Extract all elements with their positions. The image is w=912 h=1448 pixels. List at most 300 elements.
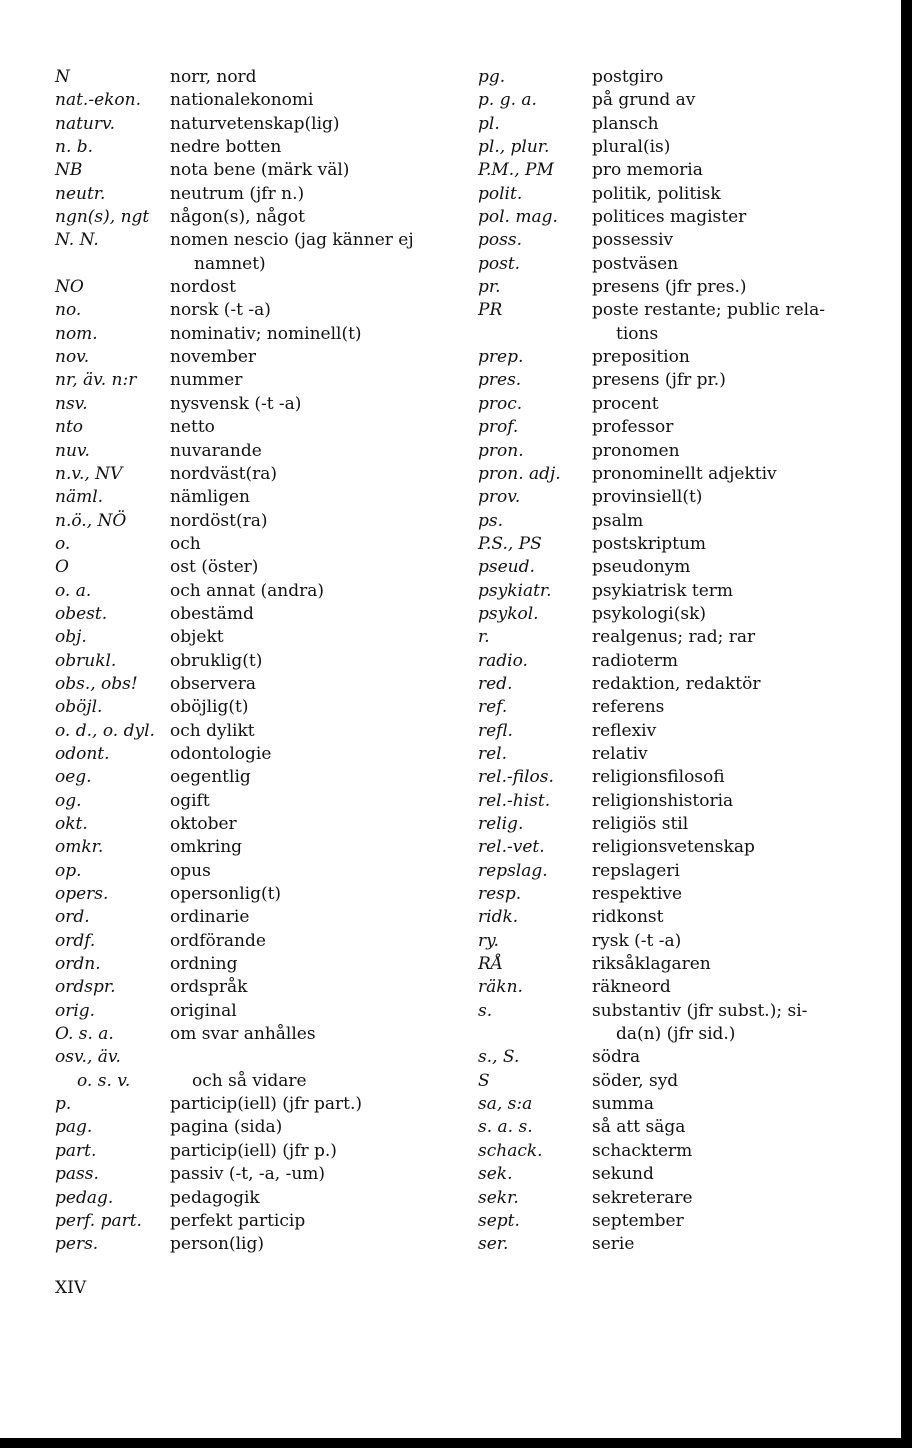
dictionary-entry xyxy=(55,1140,435,1163)
entry-abbreviation: prof. xyxy=(478,417,519,438)
entry-abbreviation: radio. xyxy=(478,650,528,671)
entry-abbreviation: NO xyxy=(55,277,84,298)
entry-abbreviation: ref. xyxy=(478,697,508,718)
entry-definition xyxy=(170,1210,435,1233)
entry-abbreviation: pron. xyxy=(478,440,524,461)
entry-definition-text: och xyxy=(170,533,201,554)
entry-definition xyxy=(592,533,858,556)
dictionary-entry xyxy=(478,930,858,953)
entry-definition-text: religionsfilosofi xyxy=(592,767,725,788)
dictionary-entry xyxy=(478,976,858,999)
entry-definition xyxy=(170,626,435,649)
entry-definition xyxy=(592,346,858,369)
entry-abbreviation: NB xyxy=(55,160,83,181)
entry-definition xyxy=(592,229,858,252)
dictionary-entry xyxy=(478,206,858,229)
entry-abbreviation: p. g. a. xyxy=(478,90,537,111)
entry-definition-text: possessiv xyxy=(592,230,674,251)
entry-definition-text: obestämd xyxy=(170,603,254,624)
entry-definition xyxy=(592,1046,858,1069)
entry-abbreviation: pl., plur. xyxy=(478,137,550,158)
entry-definition-text: postskriptum xyxy=(592,533,707,554)
dictionary-entry xyxy=(55,533,435,556)
right-column xyxy=(478,66,858,1257)
entry-abbreviation: rel.-filos. xyxy=(478,767,554,788)
entry-definition xyxy=(170,1140,435,1163)
entry-abbreviation: orig. xyxy=(55,1000,96,1021)
dictionary-entry xyxy=(478,299,858,346)
entry-definition-text: passiv (-t, -a, -um) xyxy=(170,1164,326,1185)
dictionary-entry xyxy=(55,766,435,789)
entry-abbreviation: o. xyxy=(55,533,71,554)
entry-definition xyxy=(170,463,435,486)
entry-definition-text: pseudonym xyxy=(592,557,691,578)
entry-abbreviation: odont. xyxy=(55,743,110,764)
dictionary-entry xyxy=(55,556,435,579)
entry-definition xyxy=(592,720,858,743)
entry-definition-text: omkring xyxy=(170,837,243,858)
entry-abbreviation: n.v., NV xyxy=(55,463,123,484)
entry-definition-text: nordost xyxy=(170,277,236,298)
entry-definition-text: söder, syd xyxy=(592,1070,679,1091)
entry-definition xyxy=(170,369,435,392)
entry-abbreviation: pass. xyxy=(55,1164,99,1185)
entry-definition-text: objekt xyxy=(170,627,224,648)
entry-definition-text: plansch xyxy=(592,113,659,134)
entry-abbreviation: PR xyxy=(478,300,503,321)
entry-definition-text: presens (jfr pres.) xyxy=(592,277,747,298)
entry-definition xyxy=(592,416,858,439)
entry-definition xyxy=(592,369,858,392)
entry-abbreviation: psykol. xyxy=(478,603,539,624)
entry-definition-text: opus xyxy=(170,860,211,881)
entry-abbreviation: neutr. xyxy=(55,183,106,204)
entry-definition-text: ordförande xyxy=(170,930,266,951)
entry-definition xyxy=(170,136,435,159)
entry-definition xyxy=(592,463,858,486)
entry-definition-text: psalm xyxy=(592,510,644,531)
entry-abbreviation: sekr. xyxy=(478,1187,519,1208)
entry-definition xyxy=(170,1233,435,1256)
entry-definition xyxy=(592,1233,858,1256)
dictionary-entry xyxy=(478,860,858,883)
dictionary-entry xyxy=(55,883,435,906)
dictionary-entry xyxy=(55,720,435,743)
dictionary-entry xyxy=(55,1187,435,1210)
entry-definition-text: observera xyxy=(170,673,256,694)
entry-abbreviation: nr, äv. n:r xyxy=(55,370,137,391)
entry-abbreviation: ridk. xyxy=(478,907,519,928)
entry-definition-text: netto xyxy=(170,417,215,438)
entry-definition-text: sekund xyxy=(592,1164,654,1185)
entry-definition-text: ordning xyxy=(170,954,238,975)
entry-definition-text: religionshistoria xyxy=(592,790,734,811)
entry-definition xyxy=(592,790,858,813)
entry-definition-text: poste restante; public rela- xyxy=(592,300,826,321)
entry-definition xyxy=(170,206,435,229)
entry-abbreviation: post. xyxy=(478,253,521,274)
entry-definition-text: politik, politisk xyxy=(592,183,721,204)
dictionary-entry xyxy=(478,1116,858,1139)
entry-abbreviation: N. N. xyxy=(55,230,99,251)
dictionary-entry xyxy=(478,113,858,136)
entry-definition xyxy=(592,976,858,999)
entry-definition xyxy=(592,696,858,719)
dictionary-entry xyxy=(55,906,435,929)
entry-abbreviation: perf. part. xyxy=(55,1210,142,1231)
entry-definition-text: reflexiv xyxy=(592,720,657,741)
entry-definition-text: ordspråk xyxy=(170,977,248,998)
dictionary-entry xyxy=(478,673,858,696)
dictionary-entry xyxy=(478,1233,858,1256)
entry-definition xyxy=(170,440,435,463)
entry-abbreviation: ry. xyxy=(478,930,499,951)
dictionary-entry xyxy=(478,790,858,813)
entry-abbreviation: pg. xyxy=(478,67,506,87)
dictionary-entry xyxy=(478,346,858,369)
entry-abbreviation: s., S. xyxy=(478,1047,520,1068)
entry-definition-text: respektive xyxy=(592,884,683,905)
entry-abbreviation: n. b. xyxy=(55,137,94,158)
entry-definition-text: particip(iell) (jfr part.) xyxy=(170,1094,363,1115)
entry-abbreviation: N xyxy=(55,67,70,87)
entry-abbreviation: obrukl. xyxy=(55,650,117,671)
entry-definition-text: och annat (andra) xyxy=(170,580,325,601)
entry-abbreviation: obj. xyxy=(55,627,87,648)
entry-definition xyxy=(592,580,858,603)
entry-definition xyxy=(592,206,858,229)
dictionary-entry xyxy=(478,463,858,486)
entry-definition xyxy=(170,1046,435,1069)
entry-abbreviation: op. xyxy=(55,860,82,881)
entry-definition xyxy=(170,580,435,603)
dictionary-entry xyxy=(478,1070,858,1093)
entry-definition xyxy=(170,533,435,556)
entry-abbreviation: RÅ xyxy=(478,954,504,975)
entry-abbreviation: prov. xyxy=(478,487,521,508)
entry-abbreviation: pedag. xyxy=(55,1187,114,1208)
entry-abbreviation: omkr. xyxy=(55,837,104,858)
entry-abbreviation: oeg. xyxy=(55,767,92,788)
entry-definition xyxy=(170,673,435,696)
entry-definition-text: relativ xyxy=(592,743,648,764)
entry-definition xyxy=(170,743,435,766)
entry-definition-text: substantiv (jfr subst.); si- xyxy=(592,1000,808,1021)
dictionary-entry xyxy=(478,229,858,252)
entry-definition-text: referens xyxy=(592,697,665,718)
dictionary-entry xyxy=(478,556,858,579)
entry-definition-text: original xyxy=(170,1000,237,1021)
entry-definition-text: realgenus; rad; rar xyxy=(592,627,756,648)
entry-definition-text: obruklig(t) xyxy=(170,650,263,671)
entry-definition xyxy=(170,860,435,883)
entry-definition xyxy=(592,906,858,929)
entry-definition xyxy=(592,299,858,346)
entry-definition xyxy=(592,1163,858,1186)
entry-definition xyxy=(170,720,435,743)
entry-definition-text: perfekt particip xyxy=(170,1210,306,1231)
entry-definition xyxy=(592,1210,858,1233)
entry-abbreviation: nov. xyxy=(55,347,90,368)
dictionary-entry xyxy=(55,510,435,533)
entry-definition-text: politices magister xyxy=(592,207,747,228)
entry-definition-text: ost (öster) xyxy=(170,557,259,578)
entry-definition-text: nota bene (märk väl) xyxy=(170,160,350,181)
entry-abbreviation: P.M., PM xyxy=(478,160,554,181)
entry-definition xyxy=(170,813,435,836)
entry-definition xyxy=(592,1000,858,1047)
dictionary-entry xyxy=(55,696,435,719)
entry-definition xyxy=(592,883,858,906)
entry-abbreviation: sa, s:a xyxy=(478,1094,533,1115)
entry-definition xyxy=(170,229,435,276)
dictionary-entry xyxy=(55,1070,435,1093)
entry-abbreviation: näml. xyxy=(55,487,104,508)
entry-definition xyxy=(592,393,858,416)
entry-abbreviation: n.ö., NÖ xyxy=(55,510,127,531)
entry-definition-text: september xyxy=(592,1210,684,1231)
entry-definition-text: opersonlig(t) xyxy=(170,884,282,905)
entry-definition-text: nämligen xyxy=(170,487,250,508)
dictionary-entry xyxy=(55,930,435,953)
entry-definition-text: pagina (sida) xyxy=(170,1117,283,1138)
dictionary-entry xyxy=(478,66,858,89)
entry-abbreviation: o. s. v. xyxy=(77,1070,131,1091)
dictionary-entry xyxy=(478,533,858,556)
entry-abbreviation: nat.-ekon. xyxy=(55,90,142,111)
entry-definition xyxy=(170,930,435,953)
entry-definition-text: serie xyxy=(592,1234,635,1255)
entry-definition-text: pronominellt adjektiv xyxy=(592,463,777,484)
dictionary-entry xyxy=(55,953,435,976)
dictionary-entry xyxy=(478,650,858,673)
entry-definition-text: pedagogik xyxy=(170,1187,260,1208)
dictionary-entry xyxy=(478,276,858,299)
dictionary-entry xyxy=(55,323,435,346)
entry-definition xyxy=(592,159,858,182)
entry-definition xyxy=(170,323,435,346)
entry-definition-text: så att säga xyxy=(592,1117,686,1138)
entry-definition-text: neutrum (jfr n.) xyxy=(170,183,305,204)
entry-definition xyxy=(170,416,435,439)
entry-abbreviation: obest. xyxy=(55,603,108,624)
entry-definition xyxy=(170,276,435,299)
dictionary-entry xyxy=(55,1116,435,1139)
entry-abbreviation: O xyxy=(55,557,69,578)
entry-definition-text: södra xyxy=(592,1047,641,1068)
dictionary-entry xyxy=(55,346,435,369)
entry-definition xyxy=(592,66,858,89)
entry-definition-text: procent xyxy=(592,393,659,414)
dictionary-entry xyxy=(478,416,858,439)
entry-definition xyxy=(170,1163,435,1186)
entry-definition xyxy=(592,860,858,883)
entry-definition xyxy=(592,556,858,579)
dictionary-entry xyxy=(478,580,858,603)
dictionary-entry xyxy=(55,1046,435,1069)
dictionary-entry xyxy=(478,1187,858,1210)
entry-definition xyxy=(170,556,435,579)
entry-definition-text: provinsiell(t) xyxy=(592,487,703,508)
entry-definition-text: pronomen xyxy=(592,440,680,461)
entry-abbreviation: pres. xyxy=(478,370,522,391)
entry-definition-text: religiös stil xyxy=(592,814,689,834)
entry-definition-text: ridkonst xyxy=(592,907,664,928)
entry-definition-text: nordöst(ra) xyxy=(170,510,268,531)
entry-definition xyxy=(592,89,858,112)
dictionary-entry xyxy=(478,1000,858,1047)
dictionary-entry xyxy=(478,159,858,182)
entry-definition-text: particip(iell) (jfr p.) xyxy=(170,1140,337,1161)
entry-abbreviation: pl. xyxy=(478,113,500,134)
dictionary-entry xyxy=(55,299,435,322)
entry-definition-text: räkneord xyxy=(592,977,671,998)
entry-definition xyxy=(592,1187,858,1210)
dictionary-entry xyxy=(478,393,858,416)
entry-abbreviation: O. s. a. xyxy=(55,1024,114,1045)
dictionary-entry xyxy=(55,1233,435,1256)
dictionary-entry xyxy=(478,369,858,392)
entry-definition xyxy=(170,696,435,719)
entry-definition-text: ordinarie xyxy=(170,907,250,928)
entry-abbreviation: nto xyxy=(55,417,84,438)
entry-abbreviation: rel.-vet. xyxy=(478,837,545,858)
entry-definition xyxy=(170,113,435,136)
entry-abbreviation: ngn(s), ngt xyxy=(55,207,150,228)
entry-definition-text: redaktion, redaktör xyxy=(592,673,761,694)
dictionary-entry xyxy=(55,1000,435,1023)
dictionary-entry xyxy=(55,1093,435,1116)
entry-definition-text: naturvetenskap(lig) xyxy=(170,113,340,134)
dictionary-entry xyxy=(55,626,435,649)
entry-abbreviation: ordf. xyxy=(55,930,96,951)
dictionary-entry xyxy=(478,766,858,789)
entry-definition xyxy=(592,953,858,976)
dictionary-entry xyxy=(55,673,435,696)
entry-definition-text: norr, nord xyxy=(170,67,257,87)
entry-abbreviation: okt. xyxy=(55,814,88,834)
entry-definition xyxy=(592,813,858,836)
entry-definition xyxy=(592,486,858,509)
dictionary-entry xyxy=(55,159,435,182)
dictionary-entry xyxy=(478,1093,858,1116)
entry-definition xyxy=(170,883,435,906)
dictionary-entry xyxy=(55,66,435,89)
entry-abbreviation: sept. xyxy=(478,1210,520,1231)
dictionary-entry xyxy=(478,136,858,159)
dictionary-entry xyxy=(55,836,435,859)
entry-abbreviation: red. xyxy=(478,673,513,694)
entry-abbreviation: pseud. xyxy=(478,557,535,578)
dictionary-entry xyxy=(55,1023,435,1046)
dictionary-entry xyxy=(55,229,435,276)
entry-abbreviation: rel. xyxy=(478,743,508,764)
entry-abbreviation: polit. xyxy=(478,183,523,204)
dictionary-entry xyxy=(55,183,435,206)
dictionary-entry xyxy=(55,89,435,112)
entry-definition-text: på grund av xyxy=(592,90,696,111)
entry-definition-text: radioterm xyxy=(592,650,678,671)
entry-definition-text: rysk (-t -a) xyxy=(592,930,682,951)
dictionary-entry xyxy=(478,1210,858,1233)
entry-definition-text: pro memoria xyxy=(592,160,703,181)
entry-definition-text: schackterm xyxy=(592,1140,693,1161)
entry-definition-continuation: namnet) xyxy=(194,253,266,274)
entry-definition-text: presens (jfr pr.) xyxy=(592,370,726,391)
entry-definition-text: nomen nescio (jag känner ej xyxy=(170,230,414,251)
dictionary-entry xyxy=(478,696,858,719)
entry-abbreviation: schack. xyxy=(478,1140,543,1161)
entry-definition xyxy=(592,113,858,136)
entry-definition-text: religionsvetenskap xyxy=(592,837,755,858)
entry-definition-text: och så vidare xyxy=(192,1070,307,1091)
dictionary-entry xyxy=(478,603,858,626)
dictionary-entry xyxy=(478,1140,858,1163)
entry-definition xyxy=(170,766,435,789)
entry-definition xyxy=(592,603,858,626)
entry-abbreviation: s. a. s. xyxy=(478,1117,533,1138)
dictionary-entry xyxy=(55,1163,435,1186)
entry-definition xyxy=(170,953,435,976)
entry-definition xyxy=(592,836,858,859)
entry-abbreviation: pol. mag. xyxy=(478,207,558,228)
entry-definition-text: person(lig) xyxy=(170,1234,264,1255)
entry-abbreviation: relig. xyxy=(478,814,524,834)
dictionary-entry xyxy=(55,276,435,299)
entry-definition xyxy=(592,930,858,953)
entry-definition-text: nominativ; nominell(t) xyxy=(170,323,362,344)
entry-abbreviation: proc. xyxy=(478,393,523,414)
entry-definition xyxy=(170,159,435,182)
entry-abbreviation: nom. xyxy=(55,323,98,344)
entry-abbreviation: nuv. xyxy=(55,440,90,461)
entry-definition-text: repslageri xyxy=(592,860,680,881)
dictionary-entry xyxy=(478,743,858,766)
entry-abbreviation: r. xyxy=(478,627,490,648)
entry-abbreviation: part. xyxy=(55,1140,97,1161)
entry-abbreviation: pers. xyxy=(55,1234,99,1255)
entry-abbreviation: p. xyxy=(55,1094,72,1115)
dictionary-entry xyxy=(478,253,858,276)
entry-definition-text: nummer xyxy=(170,370,243,391)
entry-definition xyxy=(170,510,435,533)
dictionary-entry xyxy=(55,486,435,509)
entry-abbreviation: s. xyxy=(478,1000,493,1021)
entry-abbreviation: prep. xyxy=(478,347,524,368)
entry-abbreviation: osv., äv. xyxy=(55,1047,121,1068)
entry-definition-text: postväsen xyxy=(592,253,679,274)
dictionary-entry xyxy=(55,976,435,999)
entry-definition xyxy=(592,743,858,766)
entry-abbreviation: o. d., o. dyl. xyxy=(55,720,155,741)
entry-definition xyxy=(192,1070,435,1093)
dictionary-entry xyxy=(478,1163,858,1186)
dictionary-entry xyxy=(55,580,435,603)
entry-definition xyxy=(592,626,858,649)
entry-abbreviation: ordn. xyxy=(55,954,101,975)
entry-definition-text: odontologie xyxy=(170,743,272,764)
entry-definition-text: psykiatrisk term xyxy=(592,580,734,601)
dictionary-entry xyxy=(478,510,858,533)
entry-abbreviation: no. xyxy=(55,300,82,321)
dictionary-entry xyxy=(478,906,858,929)
entry-definition-text: och dylikt xyxy=(170,720,255,741)
entry-definition xyxy=(170,299,435,322)
entry-definition xyxy=(592,673,858,696)
scan-edge-bottom xyxy=(0,1438,912,1448)
entry-definition xyxy=(170,66,435,89)
entry-definition-text: ogift xyxy=(170,790,210,811)
